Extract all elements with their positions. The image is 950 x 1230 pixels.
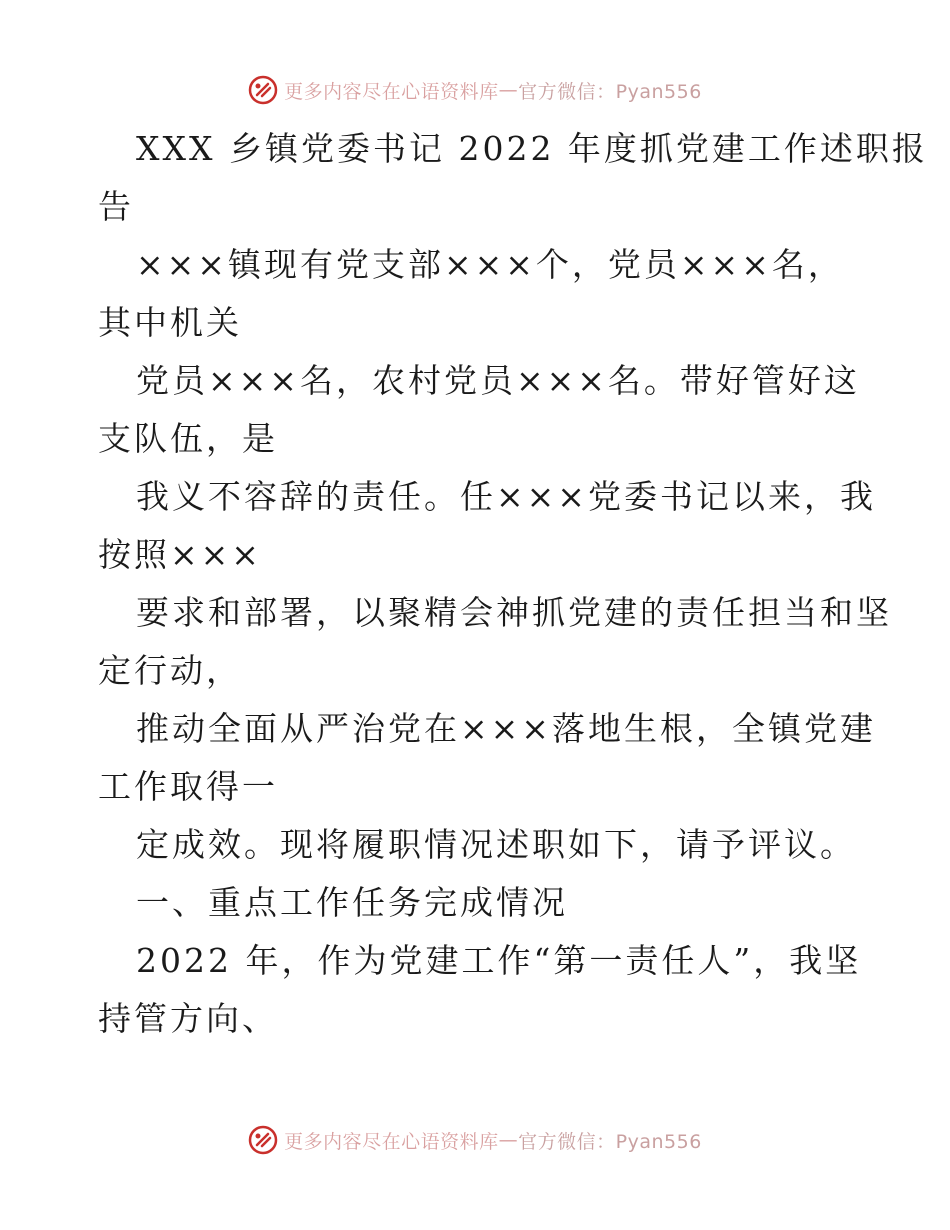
watermark-site-name: 更多内容尽在心语资料库 (284, 80, 499, 103)
text-line: 持管方向、 (98, 999, 278, 1038)
watermark-separator: — (498, 79, 519, 101)
brand-logo-icon (248, 1125, 278, 1155)
text-line: XXX 乡镇党委书记 2022 年度抓党建工作述职报 (136, 129, 928, 168)
text-line: 要求和部署，以聚精会神抓党建的责任担当和坚 (136, 593, 892, 632)
text-line: 告 (98, 187, 134, 226)
text-line: 定行动， (98, 651, 242, 690)
text-line: 我义不容辞的责任。任×××党委书记以来，我 (136, 477, 876, 516)
text-line: ×××镇现有党支部×××个，党员×××名， (136, 245, 844, 284)
text-line: 2022 年，作为党建工作“第一责任人”，我坚 (136, 941, 862, 980)
text-line: 工作取得一 (98, 767, 278, 806)
footer-watermark (0, 1122, 950, 1158)
watermark-wechat: 官方微信：Pyan556 (518, 1130, 702, 1153)
text-line: 其中机关 (98, 303, 242, 342)
watermark-site-name: 更多内容尽在心语资料库 (284, 1130, 499, 1153)
document-body (98, 120, 928, 1048)
text-line: 按照××× (98, 535, 262, 574)
watermark-separator: — (498, 1129, 519, 1151)
text-line: 党员×××名，农村党员×××名。带好管好这 (136, 361, 860, 400)
text-line: 推动全面从严治党在×××落地生根，全镇党建 (136, 709, 876, 748)
section-heading: 一、重点工作任务完成情况 (136, 883, 568, 922)
header-watermark (0, 72, 950, 108)
watermark-wechat: 官方微信：Pyan556 (518, 80, 702, 103)
text-line: 定成效。现将履职情况述职如下，请予评议。 (136, 825, 856, 864)
text-line: 支队伍，是 (98, 419, 278, 458)
brand-logo-icon (248, 75, 278, 105)
